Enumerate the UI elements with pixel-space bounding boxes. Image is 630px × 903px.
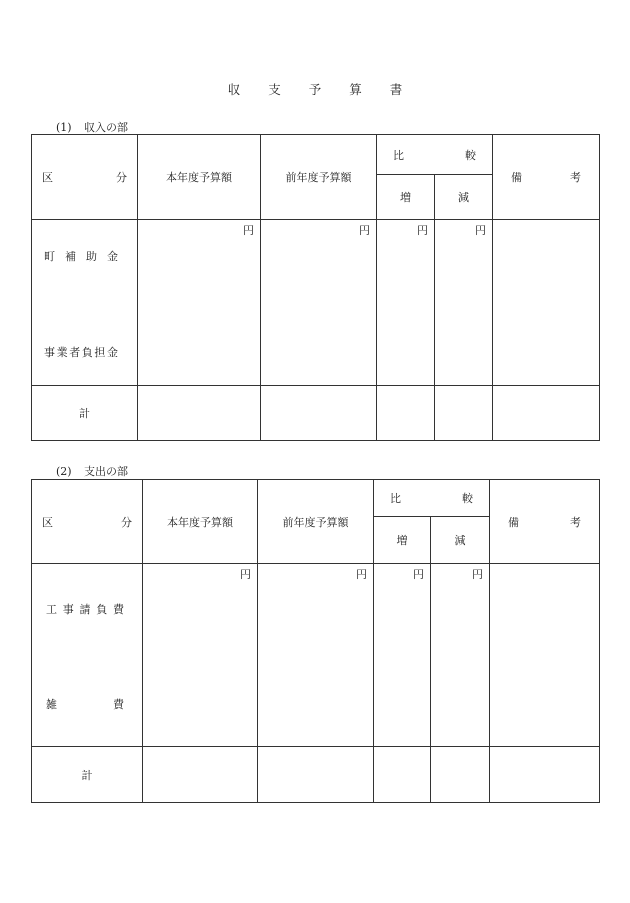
total-label: 計 bbox=[32, 386, 138, 441]
header-char: 比 bbox=[393, 148, 404, 162]
item-char: 費 bbox=[113, 698, 124, 711]
header-increase: 増 bbox=[374, 517, 431, 564]
header-char: 比 bbox=[390, 492, 401, 505]
item-construction-contract bbox=[32, 601, 142, 617]
previous-budget-cell[interactable] bbox=[258, 564, 374, 747]
item-char: 負 bbox=[81, 346, 93, 359]
title-char: 予 bbox=[308, 82, 322, 97]
item-char: 町 bbox=[44, 250, 55, 263]
header-current-budget: 本年度予算額 bbox=[143, 480, 258, 564]
total-decrease-cell[interactable] bbox=[435, 386, 493, 441]
header-char: 区 bbox=[42, 515, 53, 529]
header-increase: 増 bbox=[377, 175, 435, 220]
remarks-cell[interactable] bbox=[490, 564, 600, 747]
title-char: 算 bbox=[349, 82, 362, 97]
item-char: 補 bbox=[65, 250, 76, 263]
item-char: 担 bbox=[94, 346, 106, 359]
item-char: 負 bbox=[96, 603, 108, 616]
header-comparison bbox=[374, 480, 490, 517]
title-char: 書 bbox=[389, 82, 403, 97]
yen-unit: 円 bbox=[243, 224, 254, 237]
header-remarks bbox=[490, 480, 600, 564]
item-char: 事 bbox=[44, 346, 55, 359]
item-char: 雑 bbox=[46, 698, 57, 711]
header-char: 備 bbox=[511, 171, 522, 184]
total-remarks-cell[interactable] bbox=[493, 386, 600, 441]
header-char: 備 bbox=[508, 515, 519, 529]
decrease-cell[interactable] bbox=[431, 564, 490, 747]
section-label: 収入の部 bbox=[84, 121, 128, 134]
header-category bbox=[32, 135, 138, 220]
item-char: 助 bbox=[86, 250, 97, 263]
income-section-heading bbox=[56, 119, 128, 135]
yen-unit: 円 bbox=[240, 568, 251, 581]
header-decrease: 減 bbox=[435, 175, 493, 220]
current-budget-cell[interactable] bbox=[138, 220, 261, 386]
header-char: 考 bbox=[570, 515, 581, 529]
total-increase-cell[interactable] bbox=[374, 747, 431, 803]
item-char: 費 bbox=[113, 603, 124, 616]
header-char: 較 bbox=[465, 148, 476, 162]
title-char: 収 bbox=[227, 82, 241, 97]
total-label: 計 bbox=[32, 747, 143, 803]
increase-cell[interactable] bbox=[374, 564, 431, 747]
item-list bbox=[32, 564, 143, 747]
item-char: 金 bbox=[107, 250, 118, 263]
previous-budget-cell[interactable] bbox=[261, 220, 377, 386]
header-previous-budget: 前年度予算額 bbox=[258, 480, 374, 564]
total-previous-cell[interactable] bbox=[258, 747, 374, 803]
remarks-cell[interactable] bbox=[493, 220, 600, 386]
decrease-cell[interactable] bbox=[435, 220, 493, 386]
increase-cell[interactable] bbox=[377, 220, 435, 386]
item-list bbox=[32, 220, 138, 386]
section-label: 支出の部 bbox=[84, 465, 128, 478]
current-budget-cell[interactable] bbox=[143, 564, 258, 747]
item-char: 工 bbox=[46, 603, 57, 616]
item-char: 金 bbox=[106, 346, 118, 359]
header-char: 分 bbox=[121, 515, 132, 529]
expenditure-section-heading bbox=[56, 463, 128, 479]
item-char: 者 bbox=[69, 346, 81, 359]
total-current-cell[interactable] bbox=[143, 747, 258, 803]
total-increase-cell[interactable] bbox=[377, 386, 435, 441]
header-decrease: 減 bbox=[431, 517, 490, 564]
header-previous-budget: 前年度予算額 bbox=[261, 135, 377, 220]
section-number: (2) bbox=[56, 465, 72, 478]
document-title bbox=[0, 80, 630, 98]
item-operator-share bbox=[32, 344, 137, 360]
header-remarks bbox=[493, 135, 600, 220]
header-comparison bbox=[377, 135, 493, 175]
yen-unit: 円 bbox=[413, 568, 424, 581]
item-char: 請 bbox=[79, 603, 91, 616]
total-decrease-cell[interactable] bbox=[431, 747, 490, 803]
yen-unit: 円 bbox=[475, 224, 486, 237]
section-number: (1) bbox=[56, 121, 72, 134]
income-table bbox=[31, 134, 600, 441]
header-char: 分 bbox=[116, 171, 127, 184]
yen-unit: 円 bbox=[472, 568, 483, 581]
total-previous-cell[interactable] bbox=[261, 386, 377, 441]
yen-unit: 円 bbox=[359, 224, 370, 237]
header-char: 考 bbox=[570, 171, 581, 184]
item-miscellaneous bbox=[32, 696, 142, 712]
total-remarks-cell[interactable] bbox=[490, 747, 600, 803]
header-char: 区 bbox=[42, 171, 53, 184]
title-char: 支 bbox=[268, 82, 281, 97]
yen-unit: 円 bbox=[417, 224, 428, 237]
header-current-budget: 本年度予算額 bbox=[138, 135, 261, 220]
item-char: 業 bbox=[56, 346, 68, 359]
header-char: 較 bbox=[462, 492, 473, 505]
header-category bbox=[32, 480, 143, 564]
expenditure-table bbox=[31, 479, 600, 803]
total-current-cell[interactable] bbox=[138, 386, 261, 441]
yen-unit: 円 bbox=[356, 568, 367, 581]
item-town-subsidy bbox=[32, 248, 137, 264]
item-char: 事 bbox=[62, 603, 74, 616]
